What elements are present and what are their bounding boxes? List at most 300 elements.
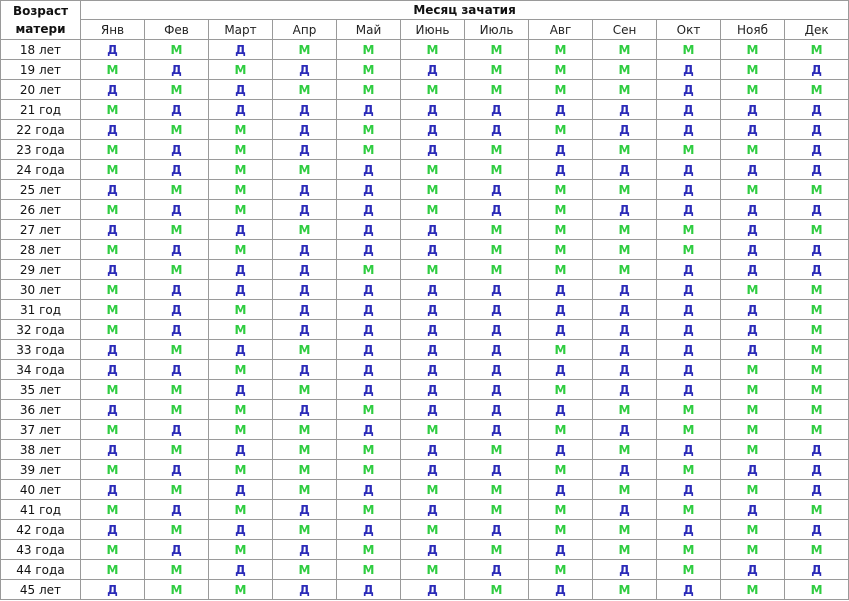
- boy-cell: М: [145, 400, 209, 420]
- girl-cell: Д: [273, 580, 337, 600]
- girl-cell: Д: [529, 400, 593, 420]
- boy-cell: М: [337, 60, 401, 80]
- mother-age-cell: 25 лет: [1, 180, 81, 200]
- boy-cell: М: [529, 200, 593, 220]
- girl-cell: Д: [529, 320, 593, 340]
- mother-age-cell: 23 года: [1, 140, 81, 160]
- boy-cell: М: [529, 420, 593, 440]
- boy-cell: М: [593, 580, 657, 600]
- girl-cell: Д: [657, 120, 721, 140]
- boy-cell: М: [401, 200, 465, 220]
- mother-age-cell: 19 лет: [1, 60, 81, 80]
- girl-cell: Д: [145, 100, 209, 120]
- table-row: [1, 260, 849, 280]
- girl-cell: Д: [81, 340, 145, 360]
- girl-cell: Д: [465, 100, 529, 120]
- boy-cell: М: [273, 40, 337, 60]
- boy-cell: М: [81, 240, 145, 260]
- mother-age-cell: 20 лет: [1, 80, 81, 100]
- table-row: [1, 340, 849, 360]
- boy-cell: М: [721, 580, 785, 600]
- girl-cell: Д: [593, 280, 657, 300]
- boy-cell: М: [401, 420, 465, 440]
- boy-cell: М: [209, 540, 273, 560]
- girl-cell: Д: [593, 460, 657, 480]
- girl-cell: Д: [337, 300, 401, 320]
- boy-cell: М: [657, 560, 721, 580]
- boy-cell: М: [529, 120, 593, 140]
- girl-cell: Д: [785, 60, 849, 80]
- girl-cell: Д: [145, 280, 209, 300]
- girl-cell: Д: [465, 320, 529, 340]
- boy-cell: М: [657, 140, 721, 160]
- boy-cell: М: [721, 440, 785, 460]
- boy-cell: М: [81, 420, 145, 440]
- girl-cell: Д: [657, 480, 721, 500]
- girl-cell: Д: [273, 60, 337, 80]
- table-row: [1, 100, 849, 120]
- age-column-label: Возраст матери: [12, 4, 69, 36]
- girl-cell: Д: [721, 500, 785, 520]
- boy-cell: М: [273, 380, 337, 400]
- girl-cell: Д: [401, 120, 465, 140]
- table-row: [1, 60, 849, 80]
- girl-cell: Д: [465, 300, 529, 320]
- boy-cell: М: [465, 220, 529, 240]
- boy-cell: М: [81, 280, 145, 300]
- boy-cell: М: [81, 300, 145, 320]
- boy-cell: М: [81, 560, 145, 580]
- boy-cell: М: [785, 40, 849, 60]
- table-row: [1, 580, 849, 600]
- girl-cell: Д: [657, 360, 721, 380]
- girl-cell: Д: [721, 100, 785, 120]
- boy-cell: М: [273, 520, 337, 540]
- mother-age-cell: 21 год: [1, 100, 81, 120]
- month-header-dec: Дек: [785, 20, 849, 40]
- girl-cell: Д: [657, 200, 721, 220]
- boy-cell: М: [657, 540, 721, 560]
- girl-cell: Д: [81, 40, 145, 60]
- girl-cell: Д: [273, 180, 337, 200]
- girl-cell: Д: [657, 320, 721, 340]
- table-row: [1, 160, 849, 180]
- boy-cell: М: [657, 460, 721, 480]
- girl-cell: Д: [401, 540, 465, 560]
- mother-age-cell: 18 лет: [1, 40, 81, 60]
- girl-cell: Д: [337, 240, 401, 260]
- girl-cell: Д: [721, 240, 785, 260]
- boy-cell: М: [209, 120, 273, 140]
- boy-cell: М: [657, 400, 721, 420]
- boy-cell: М: [81, 460, 145, 480]
- girl-cell: Д: [145, 300, 209, 320]
- boy-cell: М: [337, 80, 401, 100]
- boy-cell: М: [145, 180, 209, 200]
- boy-cell: М: [785, 420, 849, 440]
- table-body: [1, 40, 849, 600]
- girl-cell: Д: [721, 120, 785, 140]
- girl-cell: Д: [81, 440, 145, 460]
- girl-cell: Д: [273, 400, 337, 420]
- girl-cell: Д: [145, 160, 209, 180]
- girl-cell: Д: [209, 280, 273, 300]
- girl-cell: Д: [529, 160, 593, 180]
- boy-cell: М: [465, 260, 529, 280]
- girl-cell: Д: [593, 100, 657, 120]
- month-header-apr: Апр: [273, 20, 337, 40]
- boy-cell: М: [593, 240, 657, 260]
- boy-cell: М: [529, 340, 593, 360]
- boy-cell: М: [465, 40, 529, 60]
- mother-age-cell: 42 года: [1, 520, 81, 540]
- girl-cell: Д: [721, 160, 785, 180]
- boy-cell: М: [529, 460, 593, 480]
- table-row: [1, 360, 849, 380]
- girl-cell: Д: [401, 360, 465, 380]
- girl-cell: Д: [529, 140, 593, 160]
- boy-cell: М: [465, 160, 529, 180]
- boy-cell: М: [209, 180, 273, 200]
- boy-cell: М: [209, 400, 273, 420]
- girl-cell: Д: [401, 100, 465, 120]
- table-row: [1, 540, 849, 560]
- boy-cell: М: [721, 380, 785, 400]
- girl-cell: Д: [209, 340, 273, 360]
- boy-cell: М: [529, 40, 593, 60]
- boy-cell: М: [593, 80, 657, 100]
- boy-cell: М: [721, 480, 785, 500]
- girl-cell: Д: [209, 480, 273, 500]
- girl-cell: Д: [657, 440, 721, 460]
- boy-cell: М: [209, 200, 273, 220]
- table-row: [1, 400, 849, 420]
- month-header-mar: Март: [209, 20, 273, 40]
- girl-cell: Д: [593, 360, 657, 380]
- girl-cell: Д: [337, 200, 401, 220]
- boy-cell: М: [529, 260, 593, 280]
- month-header-jun: Июнь: [401, 20, 465, 40]
- boy-cell: М: [529, 220, 593, 240]
- boy-cell: М: [273, 480, 337, 500]
- girl-cell: Д: [401, 400, 465, 420]
- girl-cell: Д: [401, 280, 465, 300]
- boy-cell: М: [145, 480, 209, 500]
- boy-cell: М: [465, 80, 529, 100]
- mother-age-cell: 28 лет: [1, 240, 81, 260]
- girl-cell: Д: [785, 440, 849, 460]
- boy-cell: М: [337, 560, 401, 580]
- boy-cell: М: [593, 140, 657, 160]
- boy-cell: М: [145, 520, 209, 540]
- boy-cell: М: [273, 460, 337, 480]
- boy-cell: М: [529, 60, 593, 80]
- girl-cell: Д: [785, 520, 849, 540]
- boy-cell: М: [145, 340, 209, 360]
- table-row: [1, 560, 849, 580]
- table-row: [1, 220, 849, 240]
- girl-cell: Д: [529, 580, 593, 600]
- girl-cell: Д: [785, 460, 849, 480]
- boy-cell: М: [401, 80, 465, 100]
- girl-cell: Д: [145, 500, 209, 520]
- boy-cell: М: [401, 260, 465, 280]
- boy-cell: М: [209, 320, 273, 340]
- boy-cell: М: [209, 160, 273, 180]
- boy-cell: М: [593, 220, 657, 240]
- boy-cell: М: [337, 120, 401, 140]
- girl-cell: Д: [145, 200, 209, 220]
- girl-cell: Д: [785, 200, 849, 220]
- boy-cell: М: [657, 40, 721, 60]
- girl-cell: Д: [209, 560, 273, 580]
- girl-cell: Д: [401, 380, 465, 400]
- girl-cell: Д: [273, 200, 337, 220]
- boy-cell: М: [209, 460, 273, 480]
- girl-cell: Д: [401, 340, 465, 360]
- boy-cell: М: [721, 520, 785, 540]
- boy-cell: М: [785, 540, 849, 560]
- girl-cell: Д: [465, 460, 529, 480]
- boy-cell: М: [209, 580, 273, 600]
- mother-age-cell: 35 лет: [1, 380, 81, 400]
- table-row: [1, 140, 849, 160]
- girl-cell: Д: [465, 360, 529, 380]
- girl-cell: Д: [593, 300, 657, 320]
- girl-cell: Д: [337, 180, 401, 200]
- month-header-jan: Янв: [81, 20, 145, 40]
- boy-cell: М: [209, 300, 273, 320]
- girl-cell: Д: [721, 220, 785, 240]
- table-row: [1, 460, 849, 480]
- girl-cell: Д: [337, 160, 401, 180]
- girl-cell: Д: [337, 520, 401, 540]
- boy-cell: М: [785, 300, 849, 320]
- girl-cell: Д: [209, 40, 273, 60]
- girl-cell: Д: [785, 560, 849, 580]
- girl-cell: Д: [273, 320, 337, 340]
- boy-cell: М: [81, 60, 145, 80]
- boy-cell: М: [145, 120, 209, 140]
- boy-cell: М: [81, 200, 145, 220]
- girl-cell: Д: [657, 260, 721, 280]
- boy-cell: М: [785, 400, 849, 420]
- girl-cell: Д: [273, 120, 337, 140]
- mother-age-cell: 26 лет: [1, 200, 81, 220]
- mother-age-cell: 43 года: [1, 540, 81, 560]
- mother-age-cell: 22 года: [1, 120, 81, 140]
- mother-age-cell: 36 лет: [1, 400, 81, 420]
- boy-cell: М: [81, 500, 145, 520]
- boy-cell: М: [401, 560, 465, 580]
- girl-cell: Д: [593, 200, 657, 220]
- girl-cell: Д: [785, 100, 849, 120]
- girl-cell: Д: [337, 100, 401, 120]
- girl-cell: Д: [465, 280, 529, 300]
- boy-cell: М: [529, 380, 593, 400]
- table-row: [1, 240, 849, 260]
- month-header-sep: Сен: [593, 20, 657, 40]
- boy-cell: М: [273, 420, 337, 440]
- girl-cell: Д: [465, 380, 529, 400]
- boy-cell: М: [657, 240, 721, 260]
- girl-cell: Д: [209, 260, 273, 280]
- boy-cell: М: [145, 40, 209, 60]
- girl-cell: Д: [721, 320, 785, 340]
- girl-cell: Д: [337, 420, 401, 440]
- boy-cell: М: [273, 160, 337, 180]
- girl-cell: Д: [81, 520, 145, 540]
- girl-cell: Д: [81, 180, 145, 200]
- girl-cell: Д: [657, 100, 721, 120]
- girl-cell: Д: [785, 140, 849, 160]
- girl-cell: Д: [785, 240, 849, 260]
- girl-cell: Д: [145, 540, 209, 560]
- boy-cell: М: [785, 180, 849, 200]
- boy-cell: М: [593, 260, 657, 280]
- boy-cell: М: [593, 40, 657, 60]
- girl-cell: Д: [401, 500, 465, 520]
- boy-cell: М: [209, 500, 273, 520]
- boy-cell: М: [209, 420, 273, 440]
- boy-cell: М: [785, 220, 849, 240]
- girl-cell: Д: [145, 240, 209, 260]
- girl-cell: Д: [401, 300, 465, 320]
- girl-cell: Д: [721, 460, 785, 480]
- boy-cell: М: [465, 240, 529, 260]
- boy-cell: М: [529, 80, 593, 100]
- mother-age-cell: 41 год: [1, 500, 81, 520]
- boy-cell: М: [337, 140, 401, 160]
- girl-cell: Д: [785, 120, 849, 140]
- girl-cell: Д: [209, 520, 273, 540]
- boy-cell: М: [465, 140, 529, 160]
- girl-cell: Д: [657, 180, 721, 200]
- girl-cell: Д: [465, 180, 529, 200]
- table-row: [1, 420, 849, 440]
- mother-age-cell: 44 года: [1, 560, 81, 580]
- boy-cell: М: [273, 560, 337, 580]
- boy-cell: М: [81, 100, 145, 120]
- girl-cell: Д: [465, 400, 529, 420]
- girl-cell: Д: [657, 340, 721, 360]
- boy-cell: М: [529, 240, 593, 260]
- girl-cell: Д: [273, 140, 337, 160]
- boy-cell: М: [529, 500, 593, 520]
- month-header-jul: Июль: [465, 20, 529, 40]
- girl-cell: Д: [657, 520, 721, 540]
- table-row: [1, 380, 849, 400]
- girl-cell: Д: [145, 320, 209, 340]
- boy-cell: М: [529, 180, 593, 200]
- boy-cell: М: [273, 440, 337, 460]
- girl-cell: Д: [465, 200, 529, 220]
- boy-cell: М: [145, 380, 209, 400]
- boy-cell: М: [209, 360, 273, 380]
- girl-cell: Д: [593, 120, 657, 140]
- boy-cell: М: [721, 280, 785, 300]
- girl-cell: Д: [209, 380, 273, 400]
- girl-cell: Д: [337, 580, 401, 600]
- boy-cell: М: [273, 340, 337, 360]
- table-row: [1, 280, 849, 300]
- boy-cell: М: [81, 160, 145, 180]
- girl-cell: Д: [81, 120, 145, 140]
- girl-cell: Д: [529, 300, 593, 320]
- girl-cell: Д: [401, 440, 465, 460]
- boy-cell: М: [337, 500, 401, 520]
- boy-cell: М: [337, 440, 401, 460]
- girl-cell: Д: [81, 580, 145, 600]
- boy-cell: М: [81, 140, 145, 160]
- boy-cell: М: [145, 260, 209, 280]
- girl-cell: Д: [785, 260, 849, 280]
- mother-age-cell: 27 лет: [1, 220, 81, 240]
- month-header-nov: Нояб: [721, 20, 785, 40]
- boy-cell: М: [337, 40, 401, 60]
- boy-cell: М: [273, 220, 337, 240]
- girl-cell: Д: [81, 80, 145, 100]
- boy-cell: М: [785, 80, 849, 100]
- boy-cell: М: [785, 320, 849, 340]
- table-row: [1, 500, 849, 520]
- girl-cell: Д: [657, 280, 721, 300]
- girl-cell: Д: [273, 500, 337, 520]
- age-column-header: [1, 1, 81, 40]
- girl-cell: Д: [337, 280, 401, 300]
- girl-cell: Д: [529, 440, 593, 460]
- boy-cell: М: [145, 560, 209, 580]
- boy-cell: М: [337, 540, 401, 560]
- boy-cell: М: [593, 60, 657, 80]
- girl-cell: Д: [721, 560, 785, 580]
- mother-age-cell: 40 лет: [1, 480, 81, 500]
- girl-cell: Д: [145, 360, 209, 380]
- month-header-row: [1, 20, 849, 40]
- girl-cell: Д: [529, 480, 593, 500]
- boy-cell: М: [81, 380, 145, 400]
- table-row: [1, 520, 849, 540]
- girl-cell: Д: [273, 540, 337, 560]
- boy-cell: М: [401, 160, 465, 180]
- girl-cell: Д: [593, 420, 657, 440]
- girl-cell: Д: [337, 360, 401, 380]
- table-row: [1, 180, 849, 200]
- boy-cell: М: [401, 40, 465, 60]
- boy-cell: М: [145, 580, 209, 600]
- mother-age-cell: 37 лет: [1, 420, 81, 440]
- month-group-header: Месяц зачатия: [81, 1, 849, 20]
- girl-cell: Д: [721, 260, 785, 280]
- mother-age-cell: 39 лет: [1, 460, 81, 480]
- girl-cell: Д: [273, 300, 337, 320]
- boy-cell: М: [337, 260, 401, 280]
- girl-cell: Д: [657, 80, 721, 100]
- boy-cell: М: [401, 520, 465, 540]
- boy-cell: М: [529, 560, 593, 580]
- boy-cell: М: [721, 540, 785, 560]
- boy-cell: М: [401, 480, 465, 500]
- girl-cell: Д: [273, 360, 337, 380]
- mother-age-cell: 34 года: [1, 360, 81, 380]
- month-header-oct: Окт: [657, 20, 721, 40]
- boy-cell: М: [785, 340, 849, 360]
- girl-cell: Д: [145, 420, 209, 440]
- table-row: [1, 440, 849, 460]
- table-row: [1, 480, 849, 500]
- girl-cell: Д: [273, 280, 337, 300]
- girl-cell: Д: [81, 400, 145, 420]
